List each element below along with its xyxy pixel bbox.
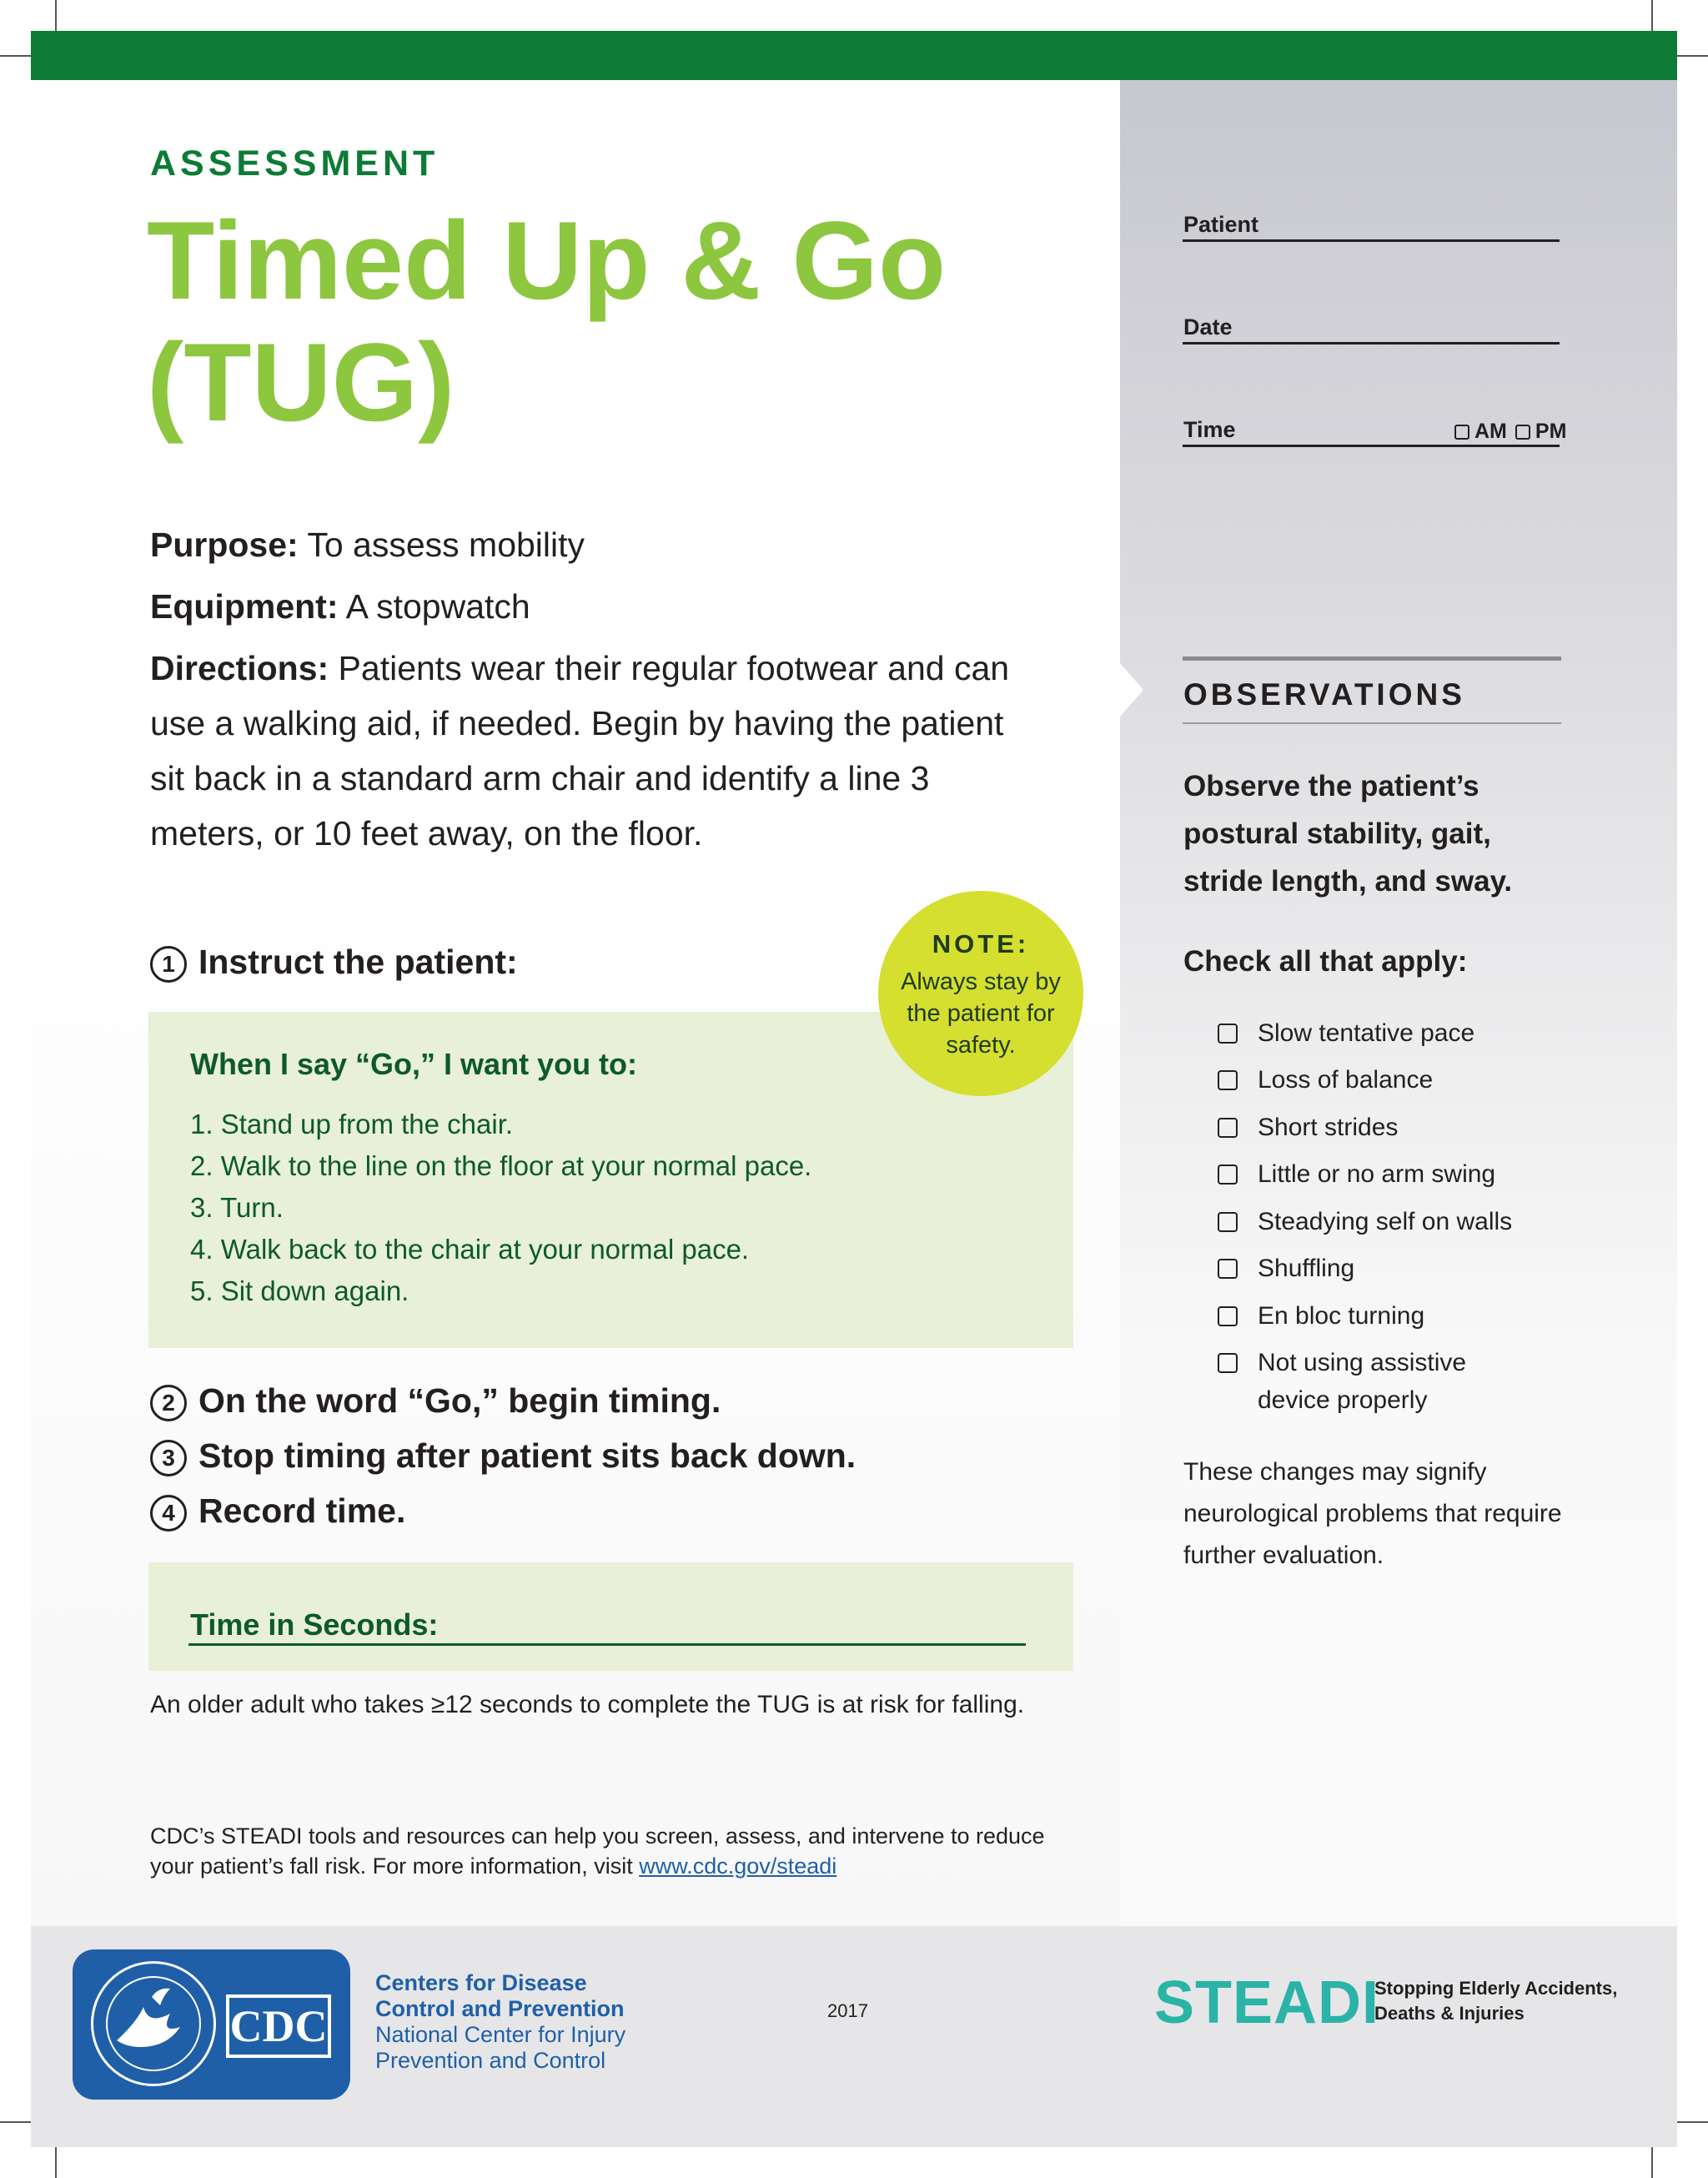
intro-section <box>150 517 1017 868</box>
instruction-item: 4. Walk back to the chair at your normal pace. <box>190 1234 750 1265</box>
step-4 <box>150 1483 856 1538</box>
step-number-icon: 1 <box>150 946 187 983</box>
title-line-2: (TUG) <box>147 321 455 445</box>
org-line: Prevention and Control <box>375 2048 606 2073</box>
checkbox[interactable] <box>1218 1212 1238 1232</box>
time-in-seconds-label: Time in Seconds: <box>190 1607 439 1642</box>
instruction-item: 1. Stand up from the chair. <box>190 1109 514 1139</box>
time-box <box>148 1562 1073 1671</box>
time-field[interactable] <box>1183 445 1560 447</box>
note-text: Always stay by the patient for safety. <box>901 968 1061 1059</box>
checklist-item <box>1216 1155 1566 1193</box>
checklist-label: Short strides <box>1258 1114 1399 1141</box>
step-text: Instruct the patient: <box>198 943 518 981</box>
checkbox[interactable] <box>1218 1024 1238 1044</box>
directions-row <box>150 641 1017 861</box>
divider <box>1183 656 1561 661</box>
steadi-link[interactable]: www.cdc.gov/steadi <box>639 1854 837 1879</box>
equipment-label: Equipment: <box>150 587 339 626</box>
purpose-label: Purpose: <box>150 526 299 564</box>
timing-steps <box>150 1373 856 1538</box>
checkbox[interactable] <box>1218 1070 1238 1090</box>
instruction-list <box>190 1104 811 1312</box>
step-3 <box>150 1428 856 1483</box>
steadi-tagline <box>1374 1976 1617 2026</box>
checklist-label: Loss of balance <box>1258 1066 1434 1094</box>
step-number-icon: 3 <box>150 1440 187 1476</box>
checkbox[interactable] <box>1218 1306 1238 1326</box>
org-line: National Center for Injury <box>375 2022 626 2047</box>
step-text: On the word “Go,” begin timing. <box>198 1381 721 1420</box>
equipment-row <box>150 579 1017 634</box>
observations-title: OBSERVATIONS <box>1183 677 1465 712</box>
pm-label: PM <box>1535 420 1567 443</box>
checklist-item <box>1216 1061 1566 1099</box>
patient-label: Patient <box>1183 212 1259 237</box>
step-1 <box>150 943 518 983</box>
checkbox[interactable] <box>1218 1259 1238 1279</box>
checklist-item <box>1216 1250 1566 1287</box>
page-title <box>147 200 946 444</box>
divider <box>1183 722 1561 724</box>
org-line: Centers for Disease <box>375 1970 587 1995</box>
hhs-seal-icon <box>91 1961 216 2086</box>
checklist-item <box>1216 1203 1566 1240</box>
purpose-row <box>150 517 1017 572</box>
checklist-item <box>1216 1014 1566 1052</box>
steadi-logo: STEADI <box>1154 1969 1380 2036</box>
footer-note <box>150 1821 1084 1881</box>
checkbox[interactable] <box>1218 1118 1238 1138</box>
instruction-item: 5. Sit down again. <box>190 1275 409 1306</box>
checkbox[interactable] <box>1218 1353 1238 1373</box>
checklist-item <box>1216 1109 1566 1146</box>
hhs-cdc-logo <box>73 1949 350 2100</box>
checklist-item <box>1216 1344 1491 1419</box>
eyebrow-label: ASSESSMENT <box>150 143 440 184</box>
am-label: AM <box>1474 420 1507 443</box>
checklist-label: Shuffling <box>1258 1255 1355 1282</box>
date-label: Date <box>1183 314 1233 340</box>
equipment-text: A stopwatch <box>338 587 530 626</box>
step-text: Record time. <box>198 1491 406 1530</box>
am-checkbox[interactable] <box>1454 425 1469 440</box>
cdc-logo: CDC <box>226 1994 331 2058</box>
am-pm-options <box>1446 420 1566 444</box>
cdc-org-name <box>375 1970 625 2074</box>
checklist-label: Not using assistive device properly <box>1258 1349 1467 1414</box>
step-2 <box>150 1373 856 1428</box>
changes-note: These changes may signify neurological problems that require further evaluation. <box>1183 1458 1562 1569</box>
patient-field[interactable] <box>1183 239 1560 242</box>
year-label: 2017 <box>827 2000 868 2021</box>
instruction-item: 3. Turn. <box>190 1192 284 1223</box>
pm-checkbox[interactable] <box>1515 425 1530 440</box>
directions-text: Patients wear their regular footwear and can use a walking aid, if needed. Begin by having the patient sit back in a standard arm chair and identify a line 3 meters, or 10 feet away, on the floor. <box>150 649 1010 853</box>
note-callout <box>878 891 1083 1096</box>
instruction-heading: When I say “Go,” I want you to: <box>190 1047 638 1081</box>
step-text: Stop timing after patient sits back down. <box>198 1436 857 1475</box>
directions-label: Directions: <box>150 649 329 687</box>
time-label: Time <box>1183 417 1236 442</box>
header-bar <box>31 31 1677 80</box>
title-line-1: Timed Up & Go <box>147 199 947 323</box>
sidebar-notch <box>1120 663 1143 717</box>
observations-text: Observe the patient’s postural stability, gait, stride length, and sway. <box>1183 770 1513 898</box>
footer-note-text: CDC’s STEADI tools and resources can help you screen, assess, and intervene to reduce your patient’s fall risk. For more information, visit <box>150 1823 1045 1879</box>
date-field[interactable] <box>1183 342 1560 345</box>
risk-statement: An older adult who takes ≥12 seconds to complete the TUG is at risk for falling. <box>150 1691 1025 1718</box>
checklist-label: Steadying self on walls <box>1258 1208 1513 1235</box>
sidebar-panel <box>1120 80 1677 1926</box>
note-title: NOTE: <box>932 929 1030 958</box>
purpose-text: To assess mobility <box>298 526 585 564</box>
checklist-label: En bloc turning <box>1258 1302 1425 1330</box>
step-number-icon: 2 <box>150 1385 187 1421</box>
checkbox[interactable] <box>1218 1164 1238 1185</box>
checklist-label: Slow tentative pace <box>1258 1019 1475 1047</box>
checklist-item <box>1216 1297 1566 1335</box>
tagline-line: Stopping Elderly Accidents, <box>1374 1978 1618 1999</box>
org-line: Control and Prevention <box>375 1996 625 2021</box>
check-heading: Check all that apply: <box>1183 945 1468 978</box>
instruction-item: 2. Walk to the line on the floor at your normal pace. <box>190 1150 812 1181</box>
time-in-seconds-field[interactable] <box>188 1643 1026 1646</box>
step-number-icon: 4 <box>150 1495 187 1532</box>
checklist-label: Little or no arm swing <box>1258 1160 1496 1188</box>
tagline-line: Deaths & Injuries <box>1374 2003 1525 2024</box>
